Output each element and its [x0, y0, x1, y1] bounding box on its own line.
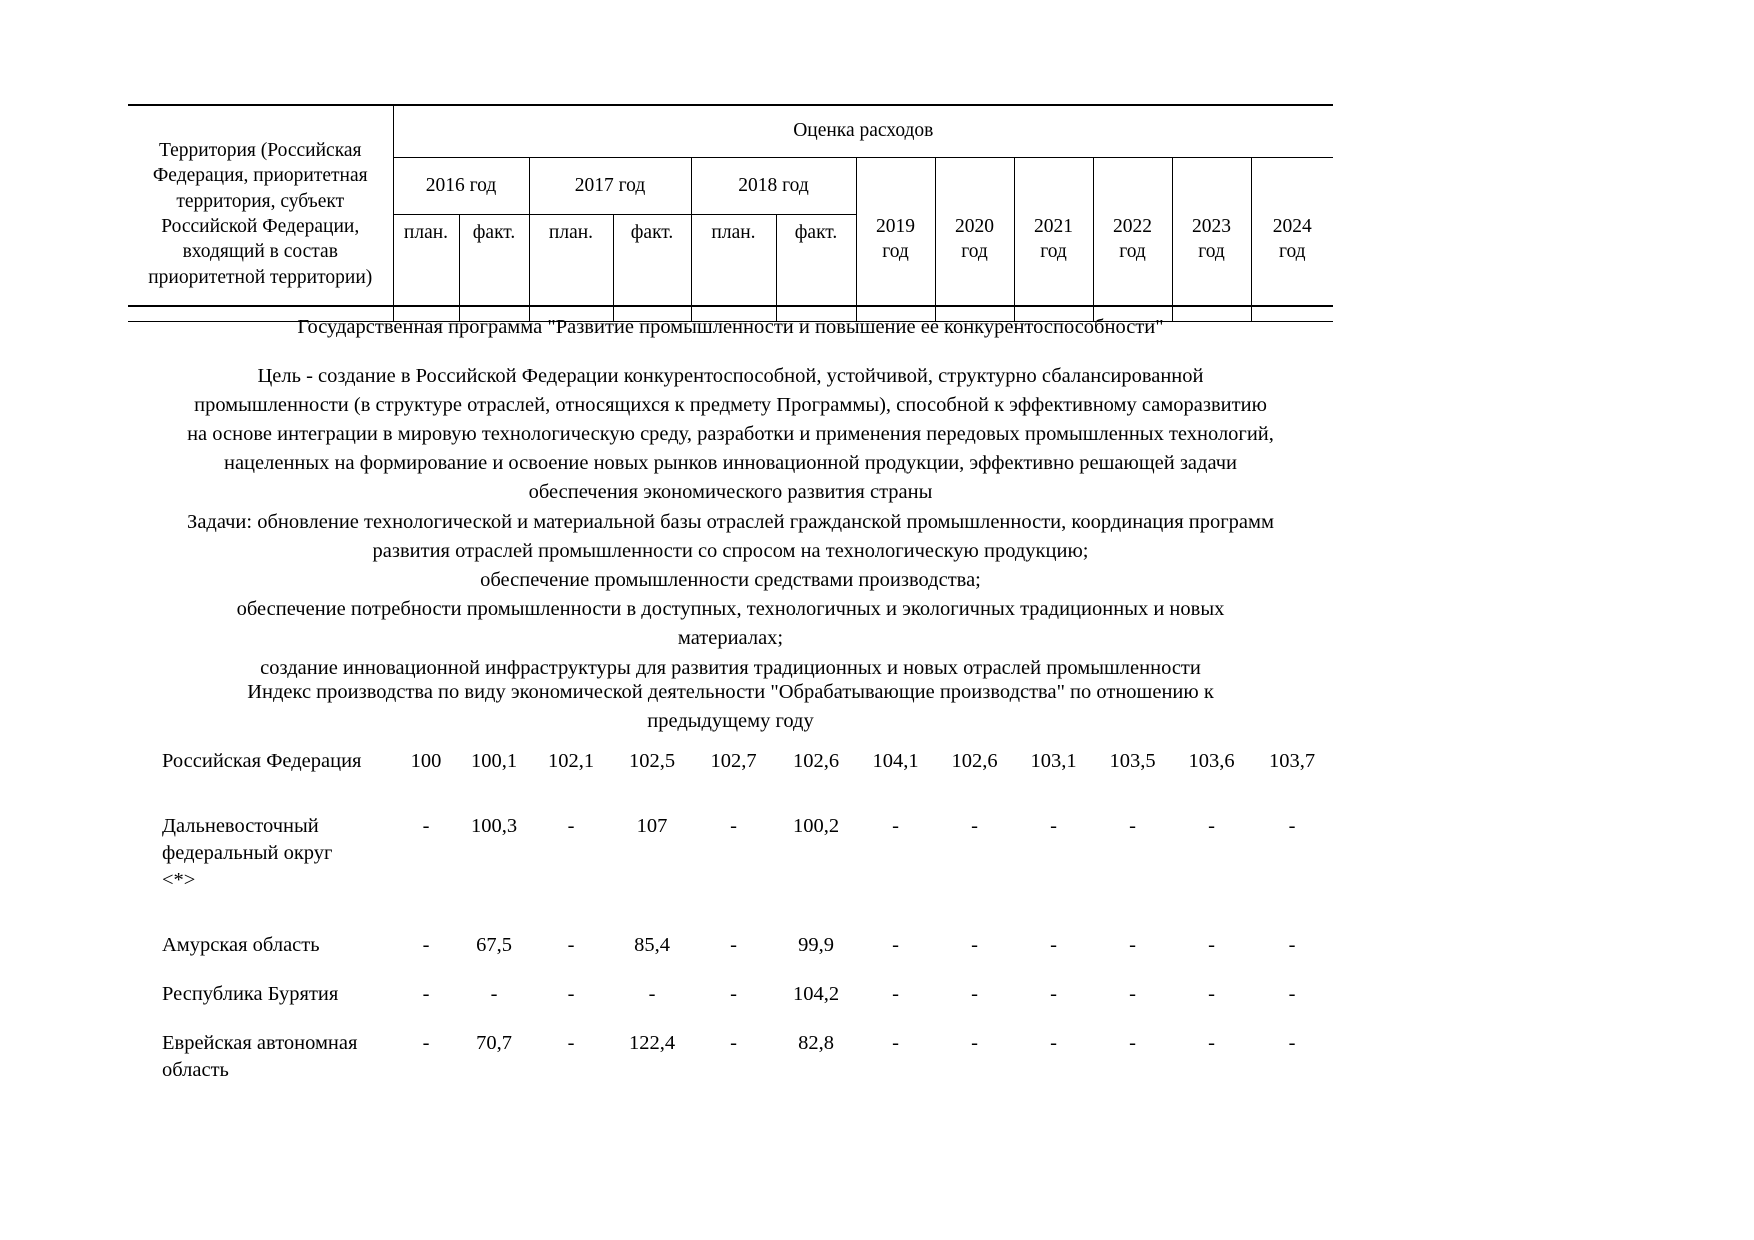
row-label-dfo-line2: федеральный округ: [162, 842, 333, 865]
cell-rf-2016-fact: 100,1: [470, 750, 518, 772]
fact-cell-2018: факт.: [776, 215, 856, 322]
cell-dfo-2023: -: [1208, 815, 1215, 838]
row-label-jewish-line2: область: [162, 1059, 229, 1082]
cell-rf-2018-plan: 102,7: [710, 750, 757, 772]
row-spacer: [128, 775, 1333, 813]
year-2019-word: год: [882, 240, 909, 262]
cell-dfo-2018-fact: 100,2: [792, 815, 840, 838]
year-2024-number: 2024: [1272, 215, 1312, 237]
cell-buryatia-2016-plan: -: [422, 983, 430, 1006]
cell-rf-2022: 103,5: [1109, 750, 1156, 772]
task-line-4: обеспечение потребности промышленности в доступных, технологичных и экологичных традиционных и новых: [236, 598, 1225, 621]
table-row: [128, 813, 1333, 894]
task-line-1: Задачи: обновление технологической и материальной базы отраслей гражданской промышленности, координация программ: [187, 511, 1274, 533]
goal-line-5: обеспечения экономического развития страны: [528, 481, 933, 504]
program-title-line: Государственная программа "Развитие промышленности и повышение ее конкурентоспособности": [297, 316, 1164, 338]
plan-cell-2017: план.: [529, 215, 613, 322]
cell-rf-2019: 104,1: [872, 750, 919, 772]
tasks-paragraph: [128, 508, 1333, 683]
cell-buryatia-2021: -: [1050, 983, 1057, 1006]
cell-buryatia-2018-plan: -: [730, 983, 737, 1006]
year-col-2021: [1014, 158, 1093, 322]
row-spacer: [128, 894, 1333, 932]
table-row: [128, 932, 1333, 959]
cell-buryatia-2016-fact: -: [490, 983, 498, 1006]
cell-dfo-2024: -: [1288, 815, 1296, 838]
index-title: [128, 678, 1333, 736]
year-2020-word: год: [961, 240, 988, 262]
header-table: [128, 104, 1333, 322]
cell-dfo-2022: -: [1129, 815, 1136, 838]
year-col-2024: [1251, 158, 1333, 322]
year-2023-number: 2023: [1192, 215, 1231, 237]
goal-line-3: на основе интеграции в мировую технологическую среду, разработки и применения передовых промышленных технологий,: [187, 423, 1274, 446]
cell-jewish-2016-plan: -: [422, 1032, 430, 1055]
table-row: [128, 981, 1333, 1008]
fact-cell-2016: факт.: [459, 215, 529, 322]
cell-dfo-2018-plan: -: [730, 815, 737, 838]
task-line-6: создание инновационной инфраструктуры для развития традиционных и новых отраслей промышленности: [260, 656, 1201, 679]
cell-amur-2020: -: [971, 934, 978, 957]
cell-buryatia-2018-fact: 104,2: [792, 983, 840, 1006]
task-line-5: материалах;: [677, 627, 784, 650]
plan-cell-2018: план.: [691, 215, 776, 322]
plan-cell-2016: план.: [393, 215, 459, 322]
row-label-dfo-note: <*>: [162, 869, 196, 892]
estimate-header-cell: Оценка расходов: [393, 105, 1333, 158]
cell-amur-2022: -: [1129, 934, 1136, 957]
year-2023-word: год: [1198, 240, 1225, 262]
row-label-amur: Амурская область: [162, 934, 320, 957]
goal-line-2: промышленности (в структуре отраслей, относящихся к предмету Программы), способной к эффективному саморазвитию: [194, 394, 1267, 417]
cell-buryatia-2019: -: [892, 983, 899, 1006]
cell-jewish-2024: -: [1288, 1032, 1296, 1055]
header-row-title: [128, 105, 1333, 158]
row-spacer: [128, 959, 1333, 981]
year-2020-number: 2020: [955, 215, 994, 237]
cell-buryatia-2020: -: [971, 983, 978, 1006]
cell-amur-2016-plan: -: [422, 934, 430, 957]
year-2024-word: год: [1278, 240, 1306, 262]
year-col-2019: [856, 158, 935, 322]
cell-amur-2017-fact: 85,4: [634, 934, 670, 957]
cell-amur-2023: -: [1208, 934, 1215, 957]
goal-line-4: нацеленных на формирование и освоение новых рынков инновационной продукции, эффективно решающей задачи: [223, 452, 1238, 475]
row-label-jewish: [128, 1030, 393, 1084]
year-2021-number: 2021: [1034, 215, 1073, 237]
index-title-line-2: предыдущему году: [647, 710, 814, 733]
year-col-2022: [1093, 158, 1172, 322]
cell-rf-2024: 103,7: [1268, 750, 1316, 772]
cell-jewish-2018-fact: 82,8: [798, 1032, 834, 1055]
table-row: [128, 748, 1333, 775]
program-title: [128, 313, 1333, 342]
cell-jewish-2018-plan: -: [730, 1032, 737, 1055]
cell-amur-2024: -: [1288, 934, 1296, 957]
cell-buryatia-2022: -: [1129, 983, 1136, 1006]
territory-header-cell: Территория (Российская Федерация, приоритетная территория, субъект Российской Федерации, входящий в состав приоритетной территории): [128, 105, 393, 322]
year-2019-number: 2019: [876, 215, 915, 237]
cell-buryatia-2024: -: [1288, 983, 1296, 1006]
cell-buryatia-2017-fact: -: [648, 983, 656, 1006]
cell-dfo-2017-plan: -: [567, 815, 575, 838]
cell-buryatia-2017-plan: -: [567, 983, 575, 1006]
cell-jewish-2017-plan: -: [567, 1032, 575, 1055]
cell-rf-2020: 102,6: [951, 750, 998, 772]
cell-amur-2021: -: [1050, 934, 1057, 957]
cell-jewish-2023: -: [1208, 1032, 1215, 1055]
year-col-2020: [935, 158, 1014, 322]
task-line-3: обеспечение промышленности средствами производства;: [480, 569, 981, 592]
cell-amur-2016-fact: 67,5: [476, 934, 512, 957]
year-col-2023: [1172, 158, 1251, 322]
year-group-2017: 2017 год: [529, 158, 691, 215]
cell-jewish-2019: -: [892, 1032, 899, 1055]
cell-dfo-2016-fact: 100,3: [470, 815, 518, 838]
year-2021-word: год: [1040, 240, 1067, 262]
cell-jewish-2017-fact: 122,4: [628, 1032, 676, 1055]
cell-rf-2021: 103,1: [1030, 750, 1077, 772]
cell-rf-2017-fact: 102,5: [628, 750, 676, 772]
cell-jewish-2016-fact: 70,7: [476, 1032, 512, 1055]
year-2022-word: год: [1119, 240, 1146, 262]
cell-dfo-2021: -: [1050, 815, 1057, 838]
fact-cell-2017: факт.: [613, 215, 691, 322]
data-grid: [128, 748, 1333, 1084]
row-label-buryatia: Республика Бурятия: [162, 983, 339, 1006]
cell-dfo-2019: -: [892, 815, 899, 838]
cell-amur-2019: -: [892, 934, 899, 957]
cell-jewish-2021: -: [1050, 1032, 1057, 1055]
goal-line-1: Цель - создание в Российской Федерации конкурентоспособной, устойчивой, структурно сбалансированной: [257, 365, 1204, 387]
cell-rf-2018-fact: 102,6: [792, 750, 840, 772]
cell-amur-2018-plan: -: [730, 934, 737, 957]
cell-rf-2016-plan: 100: [410, 750, 442, 772]
row-label-rf: Российская Федерация: [162, 750, 362, 772]
year-group-2016: 2016 год: [393, 158, 529, 215]
cell-buryatia-2023: -: [1208, 983, 1215, 1006]
cell-dfo-2016-plan: -: [422, 815, 430, 838]
row-label-dfo: [128, 813, 393, 894]
cell-dfo-2017-fact: 107: [636, 815, 668, 838]
row-spacer: [128, 1008, 1333, 1030]
cell-dfo-2020: -: [971, 815, 978, 838]
header-table-wrapper: [128, 104, 1333, 322]
indicator-table: [128, 748, 1333, 1084]
cell-amur-2017-plan: -: [567, 934, 575, 957]
cell-amur-2018-fact: 99,9: [798, 934, 834, 957]
task-line-2: развития отраслей промышленности со спросом на технологическую продукцию;: [372, 540, 1089, 563]
row-label-jewish-line1: Еврейская автономная: [162, 1032, 358, 1055]
cell-rf-2023: 103,6: [1188, 750, 1235, 772]
cell-jewish-2022: -: [1129, 1032, 1136, 1055]
year-group-2018: 2018 год: [691, 158, 856, 215]
cell-jewish-2020: -: [971, 1032, 978, 1055]
table-row: [128, 1030, 1333, 1084]
goal-paragraph: [128, 362, 1333, 508]
index-title-line-1: Индекс производства по виду экономической деятельности "Обрабатывающие производства" по отношению к: [247, 681, 1214, 703]
year-2022-number: 2022: [1113, 215, 1152, 237]
row-label-dfo-line1: Дальневосточный: [162, 815, 319, 838]
cell-rf-2017-plan: 102,1: [547, 750, 595, 772]
